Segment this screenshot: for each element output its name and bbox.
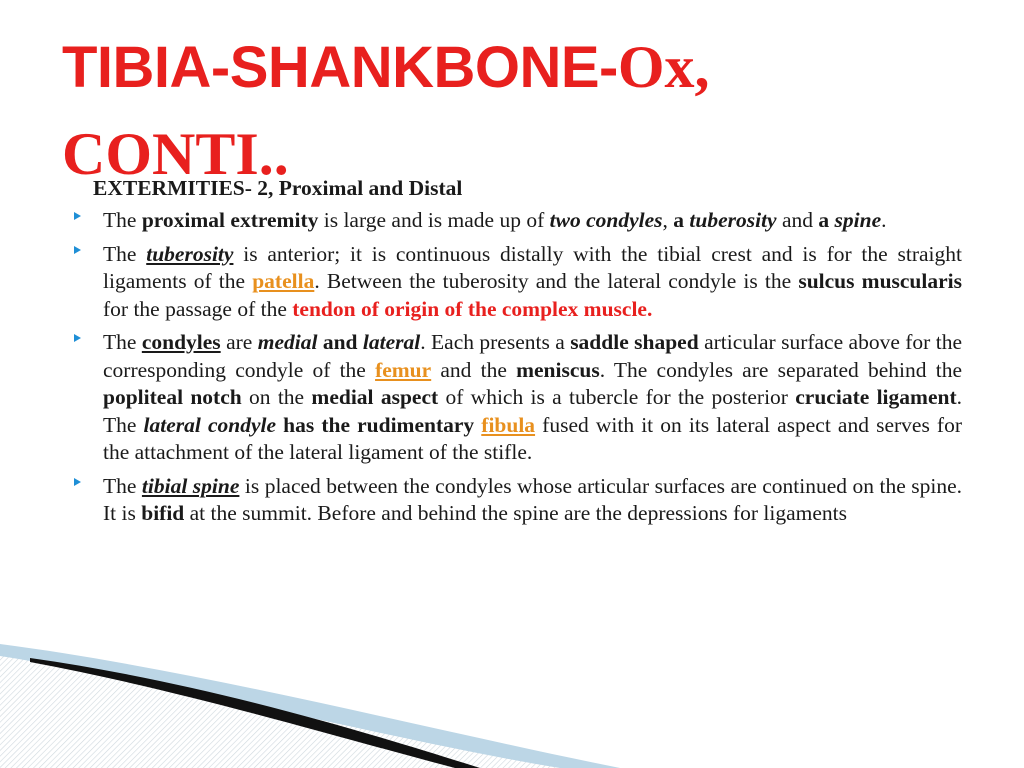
- subheading: EXTERMITIES- 2, Proximal and Distal: [93, 176, 463, 200]
- emphasized-text: tibial spine: [141, 473, 240, 498]
- emphasized-text: tuberosity: [689, 208, 777, 232]
- emphasized-text: meniscus: [516, 357, 600, 382]
- term-link[interactable]: patella: [252, 269, 315, 293]
- emphasized-text: and: [317, 330, 363, 354]
- bullet-item: [74, 473, 962, 528]
- emphasized-text: medial: [257, 330, 318, 354]
- emphasized-text: bifid: [141, 501, 185, 525]
- body-text: . Between the tuberosity and the lateral condyle is the: [314, 269, 799, 293]
- bullet-marker-icon: [74, 334, 81, 342]
- bullet-marker-icon: [74, 246, 81, 254]
- body-text: are: [220, 330, 258, 354]
- body-text: on the: [241, 385, 312, 409]
- emphasized-text: tendon of origin of the complex muscle.: [292, 296, 653, 321]
- emphasized-text: condyles: [141, 330, 221, 354]
- bullet-marker-icon: [74, 478, 81, 486]
- emphasized-text: lateral: [362, 330, 421, 354]
- body-text: of which is a tubercle for the posterior: [438, 385, 796, 409]
- bullet-list: [74, 207, 962, 528]
- emphasized-text: medial aspect: [311, 385, 439, 409]
- term-link[interactable]: fibula: [481, 412, 536, 437]
- emphasized-text: a: [673, 208, 690, 232]
- body-text: . The: [103, 385, 962, 437]
- body-text: and the: [431, 357, 517, 382]
- emphasized-text: lateral condyle: [143, 412, 277, 437]
- body-text: articular surface above for the corresponding condyle of the: [103, 330, 963, 382]
- body-text: is large and is made up of: [318, 208, 550, 232]
- body-text: for the passage of the: [103, 296, 293, 321]
- body-text: fused with it on its lateral aspect and serves for the attachment of the lateral ligament of the stifle.: [103, 412, 962, 464]
- body-text: and: [776, 208, 819, 232]
- body-text: . Each presents a: [420, 330, 571, 354]
- emphasized-text: spine: [834, 208, 882, 232]
- body-text: The: [103, 241, 147, 266]
- bullet-item: [74, 241, 962, 324]
- emphasized-text: two condyles: [549, 208, 663, 232]
- body-text: The: [103, 473, 142, 498]
- title-part-2b: CONTI..: [62, 121, 289, 187]
- title-part-2a: Ox,: [617, 34, 710, 100]
- body-text: ,: [662, 208, 674, 232]
- decorative-swoosh: [0, 620, 1024, 768]
- emphasized-text: saddle shaped: [570, 330, 699, 354]
- term-link[interactable]: femur: [375, 357, 432, 382]
- slide-body: [74, 173, 962, 534]
- body-text: .: [881, 208, 887, 232]
- emphasized-text: has the rudimentary: [276, 412, 482, 437]
- emphasized-text: cruciate ligament: [795, 385, 957, 409]
- bullet-item: [74, 329, 962, 467]
- body-text: is anterior; it is continuous distally with the tibial crest and is for the straight ligaments of the: [103, 241, 962, 293]
- body-text: The: [103, 208, 142, 232]
- body-text: . The condyles are separated behind the: [599, 357, 962, 382]
- emphasized-text: proximal extremity: [141, 208, 319, 232]
- bullet-item: [74, 207, 962, 235]
- emphasized-text: tuberosity: [146, 241, 234, 266]
- body-text: at the summit. Before and behind the spine are the depressions for ligaments: [184, 501, 848, 525]
- emphasized-text: a: [818, 208, 835, 232]
- bullet-marker-icon: [74, 212, 81, 220]
- title-part-1: TIBIA-SHANKBONE-: [62, 35, 618, 100]
- emphasized-text: sulcus muscularis: [798, 269, 962, 293]
- body-text: The: [103, 330, 142, 354]
- body-text: is placed between the condyles whose articular surfaces are continued on the spine. It is: [103, 473, 962, 525]
- emphasized-text: popliteal notch: [103, 385, 242, 409]
